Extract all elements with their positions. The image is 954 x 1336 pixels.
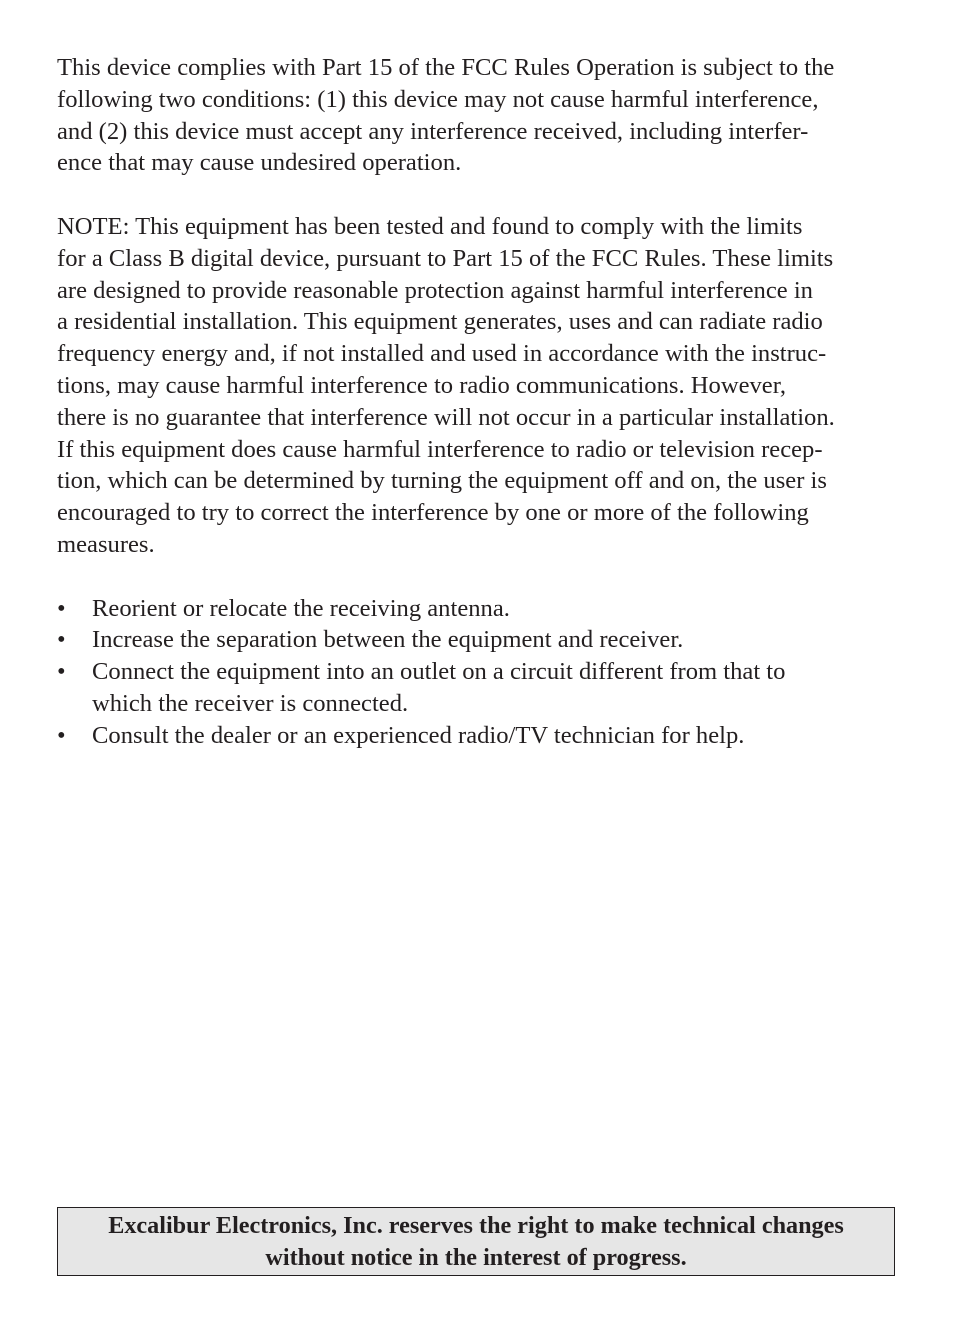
text-line: tion, which can be determined by turning the equipment off and on, the user is [57,467,827,495]
bullet-icon: • [57,721,66,749]
document-body [57,52,897,752]
text-line: ence that may cause undesired operation. [57,149,462,177]
text-line: If this equipment does cause harmful interference to radio or television recep- [57,435,823,463]
paragraph-spacer [57,561,897,593]
list-item [57,593,897,625]
text-line: following two conditions: (1) this device may not cause harmful interference, [57,85,819,113]
text-line: Increase the separation between the equipment and receiver. [92,626,684,654]
text-line: a residential installation. This equipment generates, uses and can radiate radio [57,308,823,336]
text-line: measures. [57,530,155,558]
text-line: for a Class B digital device, pursuant to Part 15 of the FCC Rules. These limits [57,244,834,272]
bullet-icon: • [57,594,66,622]
measures-list [57,593,897,752]
text-line: tions, may cause harmful interference to radio communications. However, [57,371,787,399]
bullet-icon: • [57,658,66,686]
text-line: NOTE: This equipment has been tested and found to comply with the limits [57,212,803,240]
list-item [57,656,897,720]
text-line: Reorient or relocate the receiving antenna. [92,594,510,622]
text-line: Connect the equipment into an outlet on a circuit different from that to [92,658,786,686]
disclaimer-box [57,1207,895,1276]
text-line: and (2) this device must accept any interference received, including interfer- [57,117,809,145]
list-item [57,624,897,656]
disclaimer-line: without notice in the interest of progress. [265,1243,687,1271]
text-line: are designed to provide reasonable protection against harmful interference in [57,276,813,304]
bullet-icon: • [57,626,66,654]
text-line: encouraged to try to correct the interference by one or more of the following [57,499,809,527]
list-item [57,720,897,752]
disclaimer-line: Excalibur Electronics, Inc. reserves the right to make technical changes [108,1212,844,1239]
fcc-compliance-paragraph [57,52,897,179]
text-line: which the receiver is connected. [92,689,409,717]
text-line: Consult the dealer or an experienced radio/TV technician for help. [92,721,745,749]
paragraph-spacer [57,179,897,211]
text-line: frequency energy and, if not installed and used in accordance with the instruc- [57,340,827,368]
text-line: there is no guarantee that interference will not occur in a particular installation. [57,403,835,431]
fcc-note-paragraph [57,211,897,561]
text-line: This device complies with Part 15 of the FCC Rules Operation is subject to the [57,54,835,81]
